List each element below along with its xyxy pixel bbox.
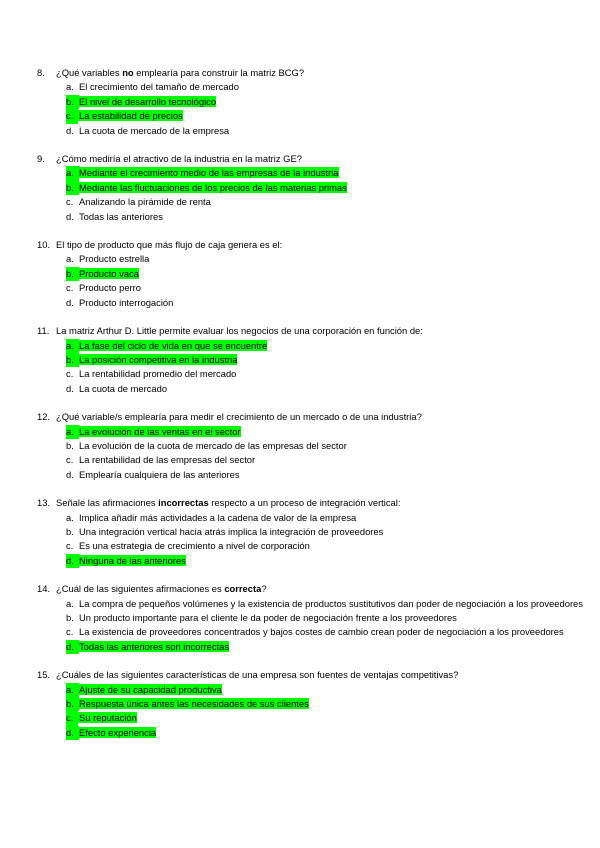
option-letter: c. [66, 454, 74, 466]
option-text: Un producto importante para el cliente le da poder de negociación frente a los proveedores [79, 612, 457, 623]
question-label: La matriz Arthur D. Little permite evaluar los negocios de una corporación en función de: [56, 325, 423, 337]
question-label: ¿Cuál de las siguientes afirmaciones es correcta? [56, 583, 267, 595]
option-text: Es una estrategia de crecimiento a nivel de corporación [79, 540, 310, 552]
option-text: Emplearía cualquiera de las anteriores [79, 468, 240, 480]
option [0, 296, 600, 310]
option-highlighted [0, 640, 600, 654]
option-text: Producto perro [79, 282, 142, 294]
option-text: La fase del ciclo de vida en que se encuentre [75, 340, 267, 351]
option [0, 80, 600, 94]
question-number: 10. [37, 239, 51, 251]
option-letter: b. [66, 95, 79, 109]
option-text: La cuota de mercado de la empresa [79, 124, 230, 136]
question-label: ¿Cuáles de las siguientes características de una empresa son fuentes de ventajas competitivas? [56, 669, 459, 681]
option-highlighted [0, 339, 600, 353]
option-text: Ninguna de las anteriores [75, 555, 186, 566]
option-letter: a. [66, 166, 79, 180]
option-text: Una integración vertical hacia atrás implica la integración de proveedores [79, 525, 384, 537]
option-text: Todas las anteriores son incorrectas [75, 641, 229, 652]
question-label: ¿Qué variable/s emplearía para medir el crecimiento de un mercado o de una industria? [56, 411, 422, 423]
document-page [0, 66, 600, 754]
question-text [0, 582, 600, 596]
option-letter: d. [66, 726, 79, 740]
question-number: 11. [37, 325, 50, 337]
option-text: Respuesta única antes las necesidades de sus clientes [75, 698, 309, 709]
option-text: La estabilidad de precios [75, 110, 183, 121]
option-letter: b. [66, 439, 74, 451]
option-letter: a. [66, 253, 74, 265]
question-label: ¿Qué variables no emplearía para construir la matriz BCG? [56, 67, 305, 78]
option-highlighted [0, 181, 600, 195]
option-letter: b. [66, 267, 79, 281]
option [0, 281, 600, 295]
question-block [0, 582, 600, 654]
option-text: Analizando la pirámide de renta [79, 196, 211, 208]
option-highlighted [0, 683, 600, 697]
option [0, 511, 600, 525]
option-text: La evolución de la cuota de mercado de las empresas del sector [79, 439, 347, 451]
question-label: Señale las afirmaciones incorrectas respecto a un proceso de integración vertical: [56, 497, 401, 509]
question-number: 13. [37, 497, 51, 509]
option-highlighted [0, 425, 600, 439]
question-block [0, 496, 600, 568]
question-text [0, 410, 600, 424]
option-text: La rentabilidad de las empresas del sector [79, 454, 256, 466]
option-letter: c. [66, 109, 78, 123]
option [0, 210, 600, 224]
option-text: Todas las anteriores [79, 210, 163, 222]
question-text [0, 152, 600, 166]
question-block [0, 324, 600, 396]
option-letter: b. [66, 612, 74, 623]
option-highlighted [0, 166, 600, 180]
question-text [0, 324, 600, 338]
option [0, 439, 600, 453]
option-letter: d. [66, 468, 74, 480]
question-number: 9. [37, 153, 45, 165]
option [0, 382, 600, 396]
question-number: 8. [37, 67, 45, 78]
option [0, 468, 600, 482]
option-letter: a. [66, 683, 79, 697]
option-letter: a. [66, 339, 79, 353]
option-text: Producto vaca [75, 268, 139, 279]
option-highlighted [0, 697, 600, 711]
option [0, 252, 600, 266]
option-text: Su reputación [75, 712, 137, 723]
option-highlighted [0, 711, 600, 725]
option-letter: c. [66, 711, 78, 725]
option-text: La rentabilidad promedio del mercado [79, 368, 237, 380]
option-letter: a. [66, 511, 74, 523]
option-highlighted [0, 95, 600, 109]
option-text: Producto interrogación [79, 296, 174, 308]
option-letter: d. [66, 640, 79, 654]
option-text: La posición competitiva en la industria [75, 354, 237, 365]
question-block [0, 238, 600, 310]
question-block [0, 668, 600, 740]
option-letter: b. [66, 353, 79, 367]
option-letter: d. [66, 382, 74, 394]
option [0, 539, 600, 553]
option-highlighted [0, 109, 600, 123]
option-letter: c. [66, 626, 74, 638]
question-block [0, 152, 600, 224]
option-highlighted [0, 353, 600, 367]
option-text: Efecto experiencia [75, 727, 156, 738]
option [0, 453, 600, 467]
question-number: 15. [37, 669, 51, 681]
question-number: 12. [37, 411, 51, 423]
question-block [0, 66, 600, 138]
option [0, 367, 600, 381]
option-letter: d. [66, 296, 74, 308]
option [0, 195, 600, 209]
option-highlighted [0, 267, 600, 281]
option-letter: d. [66, 554, 79, 568]
option-text: La existencia de proveedores concentrados y bajos costes de cambio crean poder de negociación a los proveedores [79, 626, 564, 638]
option-letter: b. [66, 697, 79, 711]
option-highlighted [0, 726, 600, 740]
option [0, 597, 600, 611]
option-text: Mediante el crecimiento medio de las empresas de la industria [75, 167, 339, 178]
option-letter: c. [66, 540, 74, 552]
option-text: Producto estrella [79, 253, 150, 265]
option-letter: c. [66, 368, 74, 380]
option-text: Ajuste de su capacidad productiva [75, 684, 222, 695]
option-letter: d. [66, 124, 74, 136]
option [0, 525, 600, 539]
question-label: El tipo de producto que más flujo de caja genera es el: [56, 239, 283, 251]
option-text: La evolución de las ventas en el sector [75, 426, 241, 437]
question-block [0, 410, 600, 482]
option-letter: a. [66, 81, 74, 93]
option [0, 625, 600, 639]
option-letter: c. [66, 282, 74, 294]
question-text [0, 496, 600, 510]
option-letter: d. [66, 210, 74, 222]
question-text [0, 668, 600, 682]
option-letter: b. [66, 525, 74, 537]
option [0, 124, 600, 138]
option-text: La cuota de mercado [79, 382, 168, 394]
question-text [0, 238, 600, 252]
option-letter: a. [66, 597, 74, 609]
question-text [0, 66, 600, 80]
question-number: 14. [37, 583, 51, 595]
option-text: Implica añadir más actividades a la cadena de valor de la empresa [79, 511, 357, 523]
option-text: La compra de pequeños volúmenes y la existencia de productos sustitutivos dan poder de negociación a los proveedores [79, 597, 583, 609]
option-highlighted [0, 554, 600, 568]
option-letter: a. [66, 425, 79, 439]
option-letter: c. [66, 196, 74, 208]
option-text: El nivel de desarrollo tecnológico [75, 96, 216, 107]
option [0, 611, 600, 625]
option-letter: b. [66, 181, 79, 195]
option-text: El crecimiento del tamaño de mercado [79, 81, 239, 93]
question-label: ¿Cómo mediría el atractivo de la industria en la matriz GE? [56, 153, 302, 165]
option-text: Mediante las fluctuaciones de los precios de las materias primas [75, 182, 347, 193]
